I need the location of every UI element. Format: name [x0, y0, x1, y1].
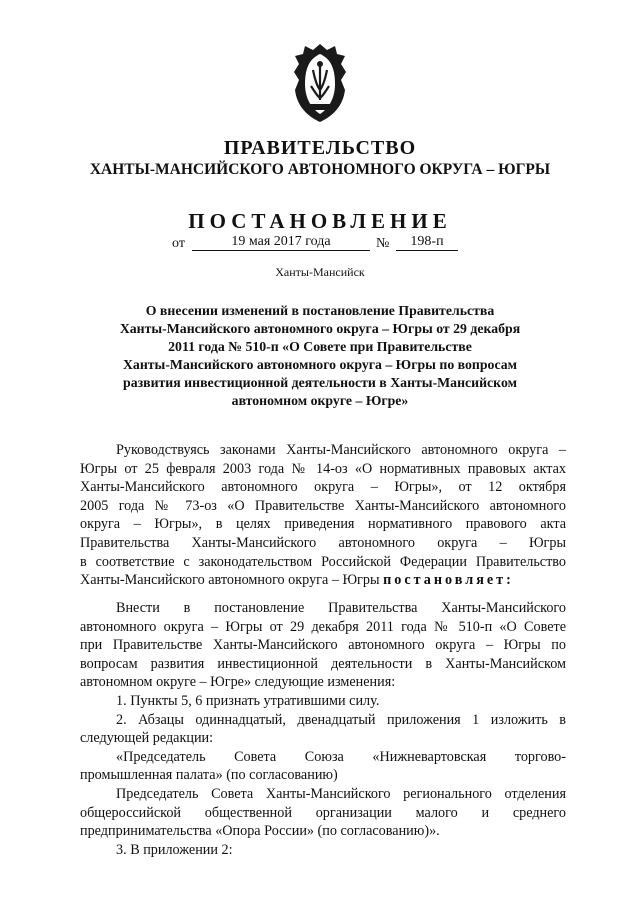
- preamble-line: Правительства Ханты-Мансийского автономного округа – Югры: [80, 534, 566, 551]
- decree-word: постановляет: [383, 572, 507, 589]
- preamble-line: Ханты-Мансийского автономного округа – Югры», от 12 октября: [80, 479, 566, 496]
- item-2-line: следующей редакции:: [80, 730, 214, 747]
- item-2-line: 2. Абзацы одиннадцатый, двенадцатый приложения 1 изложить в: [116, 711, 566, 728]
- quote-2-line: Председатель Совета Ханты-Мансийского регионального отделения: [116, 785, 566, 802]
- document-type: ПОСТАНОВЛЕНИЕ: [188, 209, 452, 233]
- resolution-line: Внести в постановление Правительства Ханты-Мансийского: [116, 600, 566, 616]
- date-prefix: от: [172, 236, 185, 251]
- preamble-line: Югры от 25 февраля 2003 года № 14-оз «О нормативных правовых актах: [80, 460, 566, 477]
- region-title: ХАНТЫ-МАНСИЙСКОГО АВТОНОМНОГО ОКРУГА – ЮГРЫ: [89, 161, 551, 178]
- subject-line: развития инвестиционной деятельности в Ханты-Мансийском: [123, 375, 517, 390]
- quote-1-line: «Председатель Совета Союза «Нижневартовская торгово-: [116, 748, 566, 765]
- subject-line: Ханты-Мансийского автономного округа – Югры по вопросам: [122, 357, 518, 372]
- subject-line: О внесении изменений в постановление Правительства: [145, 303, 495, 318]
- subject-line: автономном округе – Югре»: [231, 393, 409, 408]
- subject-line: 2011 года № 510-п «О Совете при Правительстве: [168, 339, 472, 354]
- preamble-line: 2005 года № 73-оз «О Правительстве Ханты-Мансийского автономного: [80, 497, 566, 514]
- preamble-line: в соответствие с законодательством Российской Федерации Правительство: [80, 553, 566, 570]
- preamble-line: округа – Югры», в целях приведения нормативного правового акта: [80, 516, 566, 533]
- item-1: 1. Пункты 5, 6 признать утратившими силу.: [116, 692, 380, 709]
- preamble-line: Ханты-Мансийского автономного округа – Югры: [80, 572, 380, 589]
- subject-line: Ханты-Мансийского автономного округа – Югры от 29 декабря: [119, 321, 521, 336]
- preamble-line: Руководствуясь законами Ханты-Мансийского автономного округа –: [116, 442, 566, 458]
- quote-1-line: промышленная палата» (по согласованию): [80, 767, 338, 784]
- document-number: 198-п: [396, 234, 458, 251]
- resolution-paragraph: [80, 599, 566, 859]
- item-3: 3. В приложении 2:: [116, 841, 233, 858]
- khmao-coat-of-arms-icon: [291, 40, 349, 124]
- preamble-last-line: [80, 571, 566, 590]
- decree-colon: :: [506, 572, 511, 589]
- preamble-paragraph: [80, 441, 566, 590]
- resolution-line: автономного округа – Югры от 29 декабря 2011 года № 510-п «О Совете: [80, 618, 566, 635]
- number-prefix: №: [376, 236, 390, 251]
- resolution-line: вопросам развития инвестиционной деятельности в Ханты-Мансийском: [80, 655, 566, 672]
- document-subject: [100, 302, 540, 410]
- quote-2-line: предпринимательства «Опора России» (по согласованию)».: [80, 823, 440, 840]
- resolution-line: при Правительстве Ханты-Мансийского автономного округа – Югры по: [80, 637, 566, 654]
- government-title: ПРАВИТЕЛЬСТВО: [223, 137, 417, 159]
- document-city: Ханты-Мансийск: [275, 265, 365, 279]
- resolution-line: автономном округе – Югре» следующие изменения:: [80, 674, 396, 691]
- document-date: 19 мая 2017 года: [192, 234, 370, 251]
- quote-2-line: общероссийской общественной организации малого и среднего: [80, 804, 566, 821]
